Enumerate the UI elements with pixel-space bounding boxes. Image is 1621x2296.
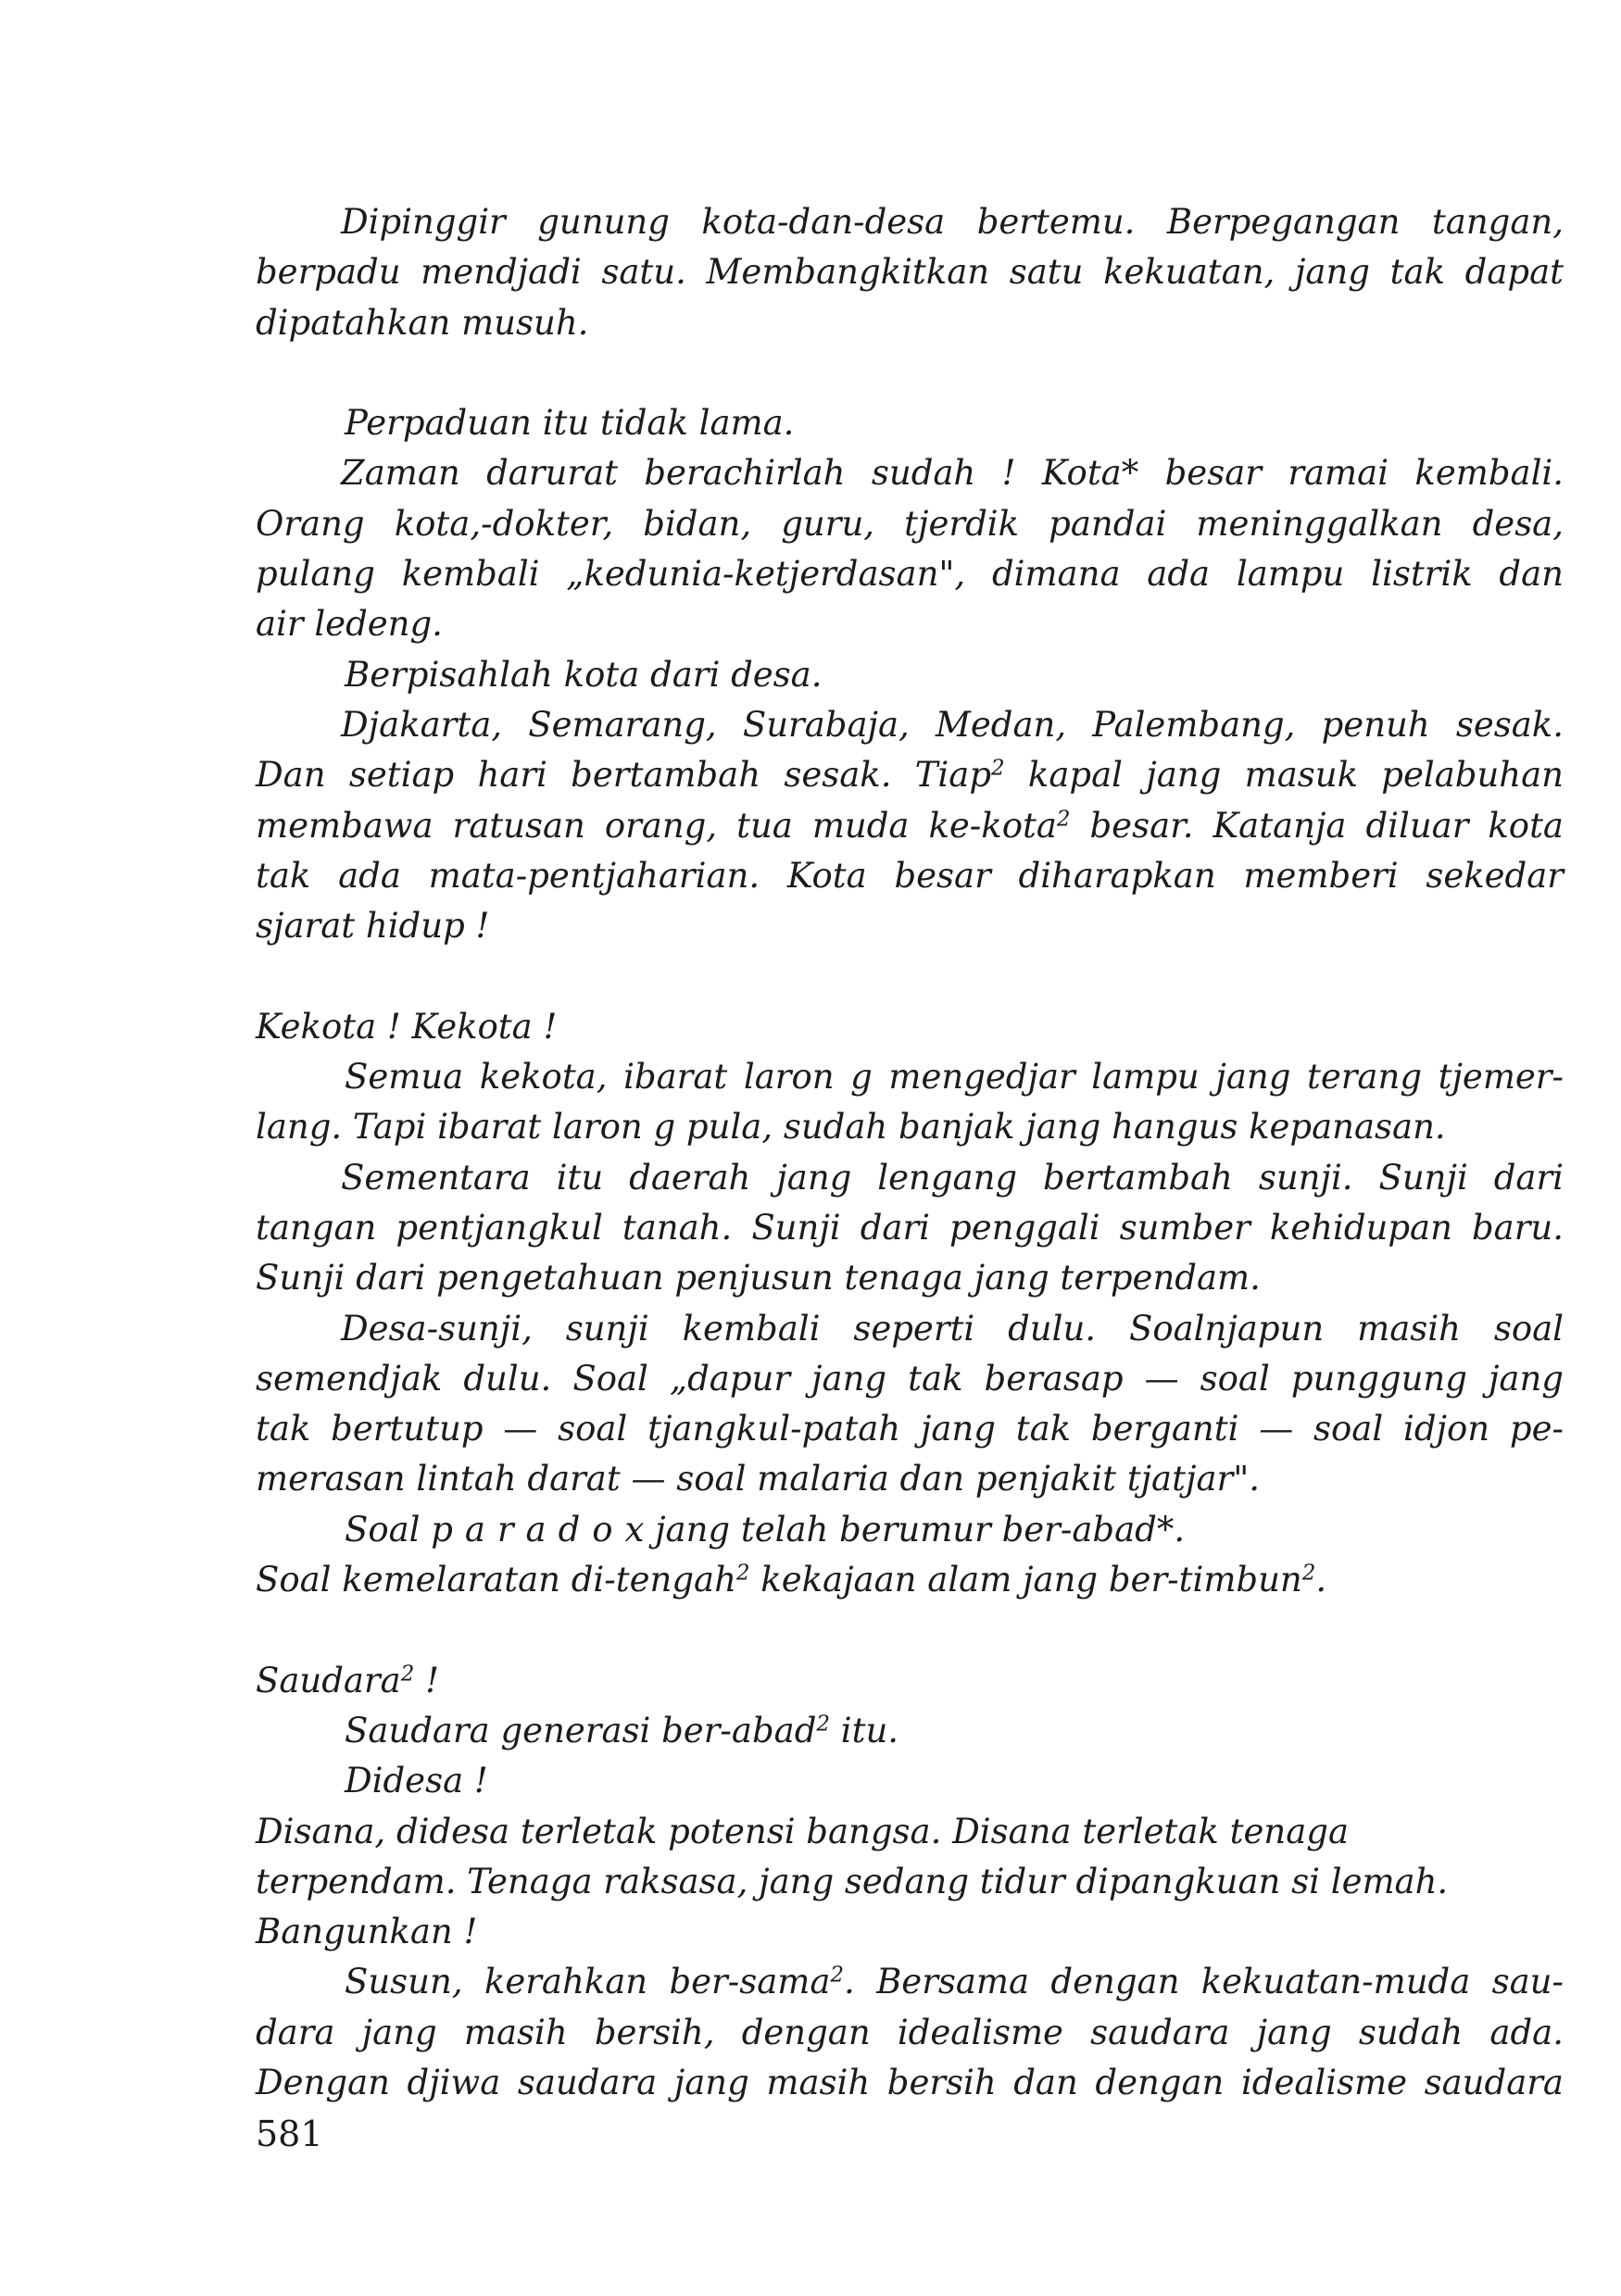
text-segment: itu. (829, 1710, 899, 1750)
text-line: tak ada mata-pentjaharian. Kota besar diharapkan memberi sekedar (256, 855, 1564, 896)
superscript-2: 2 (830, 1963, 845, 1988)
text-segment: . Bersama dengan kekuatan-muda sau- (844, 1962, 1564, 2002)
superscript-2: 2 (816, 1712, 830, 1737)
text-line: Djakarta, Semarang, Surabaja, Medan, Palembang, penuh sesak. (341, 704, 1564, 745)
text-line: Zaman darurat berachirlah sudah ! Kota* besar ramai kembali. (341, 453, 1564, 494)
page-number: 581 (256, 2114, 323, 2154)
text-segment: membawa ratusan orang, tua muda ke-kota (256, 805, 1057, 846)
text-line: Orang kota,-dokter, bidan, guru, tjerdik pandai meninggalkan desa, (256, 503, 1564, 544)
text-line: merasan lintah darat — soal malaria dan penjakit tjatjar". (256, 1459, 1260, 1499)
text-line: Disana, didesa terletak potensi bangsa. Disana terletak tenaga (256, 1811, 1350, 1851)
superscript-2: 2 (735, 1561, 750, 1586)
text-line (256, 1706, 1564, 1756)
text-line: Sunji dari pengetahuan penjusun tenaga jang terpendam. (256, 1258, 1261, 1299)
text-line: dara jang masih bersih, dengan idealisme saudara jang sudah ada. (256, 2012, 1564, 2052)
text-segment: . (1315, 1560, 1327, 1600)
text-segment: besar. Katanja diluar kota (1089, 805, 1564, 846)
text-line: Semua kekota, ibarat laron g mengedjar lampu jang terang tjemer- (345, 1057, 1564, 1098)
text-line (256, 1555, 1564, 1605)
text-segment: Soal (345, 1509, 421, 1549)
text-line: Dengan djiwa saudara jang masih bersih dan dengan idealisme saudara (256, 2062, 1564, 2102)
superscript-2: 2 (400, 1662, 415, 1686)
text-segment: Saudara generasi ber-abad (345, 1710, 817, 1750)
spaced-word: parado (431, 1509, 625, 1549)
text-segment: x jang telah berumur ber-abad*. (624, 1509, 1186, 1549)
text-line: Desa-sunji, sunji kembali seperti dulu. Soalnjapun masih soal (341, 1308, 1564, 1349)
body-text (256, 197, 1564, 2108)
text-segment: Dan setiap hari bertambah sesak. Tiap (256, 755, 992, 796)
text-segment: kapal jang masuk pelabuhan (1027, 755, 1564, 796)
superscript-2: 2 (1056, 806, 1071, 831)
text-segment: kekajaan alam jang ber-timbun (760, 1560, 1302, 1600)
text-line (256, 750, 1564, 800)
text-line (256, 1505, 1564, 1555)
text-line: lang. Tapi ibarat laron g pula, sudah banjak jang hangus kepanasan. (256, 1107, 1446, 1148)
text-line: terpendam. Tenaga raksasa, jang sedang tidur dipangkuan si lemah. (256, 1861, 1449, 1901)
text-line: tak bertutup — soal tjangkul-patah jang tak berganti — soal idjon pe- (256, 1409, 1564, 1449)
text-line: sjarat hidup ! (256, 906, 490, 947)
paragraph-gap (256, 348, 1564, 398)
text-segment: Susun, kerahkan ber-sama (345, 1962, 831, 2002)
text-segment: Soal kemelaratan di-tengah (256, 1560, 736, 1600)
paragraph-gap (256, 951, 1564, 1001)
text-line: Sementara itu daerah jang lengang bertambah sunji. Sunji dari (341, 1157, 1564, 1198)
text-line: dipatahkan musuh. (256, 302, 589, 343)
text-line: air ledeng. (256, 604, 443, 645)
text-line: berpadu mendjadi satu. Membangkitkan satu kekuatan, jang tak dapat (256, 252, 1564, 293)
text-line: Kekota ! Kekota ! (256, 1006, 558, 1047)
text-line (256, 1656, 1564, 1706)
text-line: Berpisahlah kota dari desa. (345, 654, 823, 695)
text-line (256, 801, 1564, 851)
text-line: pulang kembali „kedunia-ketjerdasan", dimana ada lampu listrik dan (256, 554, 1564, 595)
text-segment: Saudara (256, 1660, 401, 1700)
paragraph-gap (256, 1605, 1564, 1655)
text-segment: ! (414, 1660, 439, 1700)
superscript-2: 2 (991, 756, 1005, 781)
text-line (256, 1957, 1564, 2007)
text-line: Bangunkan ! (256, 1912, 478, 1952)
text-line: tangan pentjangkul tanah. Sunji dari penggali sumber kehidupan baru. (256, 1207, 1564, 1248)
text-line: semendjak dulu. Soal „dapur jang tak berasap — soal punggung jang (256, 1358, 1564, 1399)
text-line: Dipinggir gunung kota-dan-desa bertemu. Berpegangan tangan, (341, 202, 1564, 242)
text-line: Didesa ! (345, 1761, 488, 1801)
superscript-2: 2 (1301, 1561, 1316, 1586)
text-line: Perpaduan itu tidak lama. (345, 403, 795, 444)
